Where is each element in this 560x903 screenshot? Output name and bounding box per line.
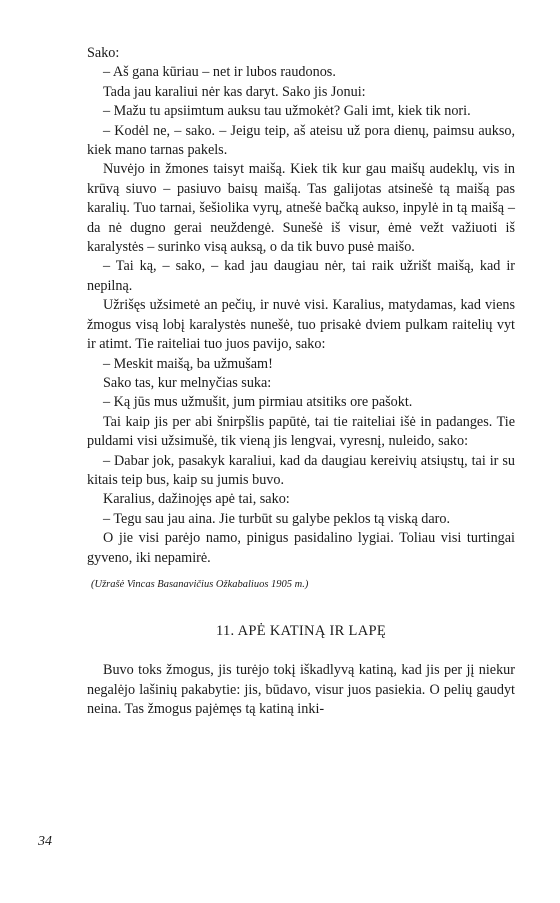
section-title: 11. APĖ KATINĄ IR LAPĘ bbox=[216, 622, 386, 639]
paragraph: – Kodėl ne, – sako. – Jeigu teip, aš ateisu už pora dienų, paimsu aukso, kiek mano tarnas pakels. bbox=[87, 122, 515, 159]
paragraph: – Mažu tu apsiimtum auksu tau užmokėt? Gali imt, kiek tik nori. bbox=[103, 103, 471, 120]
source-note: (Užrašė Vincas Basanavičius Ožkabaliuos 1905 m.) bbox=[91, 578, 309, 590]
paragraph: – Tegu sau jau aina. Jie turbūt su galybe peklos tą viską daro. bbox=[103, 510, 451, 527]
paragraph: Sako: bbox=[87, 45, 120, 61]
page-number: 34 bbox=[38, 834, 52, 849]
paragraph: Buvo toks žmogus, jis turėjo tokį iškadlyvą katiną, kad jis per jį niekur negalėjo lašinių pakabytie: jis, būdavo, visur juos pasiekia. O pelių gaudyt neina. Tas žmogus pajėmęs tą katiną inki- bbox=[87, 662, 515, 718]
page-text bbox=[87, 44, 515, 720]
paragraph: Tada jau karaliui nėr kas daryt. Sako jis Jonui: bbox=[103, 83, 366, 100]
paragraph: – Tai ką, – sako, – kad jau daugiau nėr, tai raik užrišt maišą, kad ir nepilną. bbox=[87, 258, 515, 294]
paragraph: Karalius, dažinojęs apė tai, sako: bbox=[103, 491, 290, 508]
paragraph: – Meskit maišą, ba užmušam! bbox=[103, 355, 273, 372]
paragraph: Tai kaip jis per abi šnirpšlis papūtė, tai tie raiteliai išė in padanges. Tie puldami visi užsimušė, tik vieną jis lengvai, vyresnį, nuleido, sako: bbox=[87, 413, 515, 450]
paragraph: O jie visi parėjo namo, pinigus pasidalino lygiai. Toliau visi turtingai gyveno, iki nepamirė. bbox=[87, 530, 515, 566]
paragraph: Nuvėjo in žmones taisyt maišą. Kiek tik kur gau maišų audeklų, vis in krūvą siuvo – pasiuvo baisų maišą. Tas galijotas atsinešė tą maišą pas karalių. Tuo tarnai, šešiolika vyrų, atnešė bačką aukso, inpylė in tą maišą – da nė dugno gerai neuždengė. Sunešė iš visur, ėmė vežt važiuoti iš karalystės – surinko visą auksą, o da tik buvo pusė maišo. bbox=[87, 161, 515, 256]
paragraph: Užrišęs užsimetė an pečių, ir nuvė visi. Karalius, matydamas, kad viens žmogus visą lobį karalystės nunešė, tuo prisakė dviem pulkam raitelių vyt ir atimt. Tie raiteliai tuo juos pavijo, sako: bbox=[87, 297, 515, 353]
paragraph: – Dabar jok, pasakyk karaliui, kad da daugiau kereivių atsiųstų, tai ir su kitais teip bus, kaip su jumis buvo. bbox=[87, 452, 515, 488]
paragraph: Sako tas, kur melnyčias suka: bbox=[103, 374, 272, 391]
paragraph: – Ką jūs mus užmušit, jum pirmiau atsitiks ore pašokt. bbox=[103, 394, 413, 411]
paragraph: – Aš gana kūriau – net ir lubos raudonos. bbox=[103, 64, 336, 81]
